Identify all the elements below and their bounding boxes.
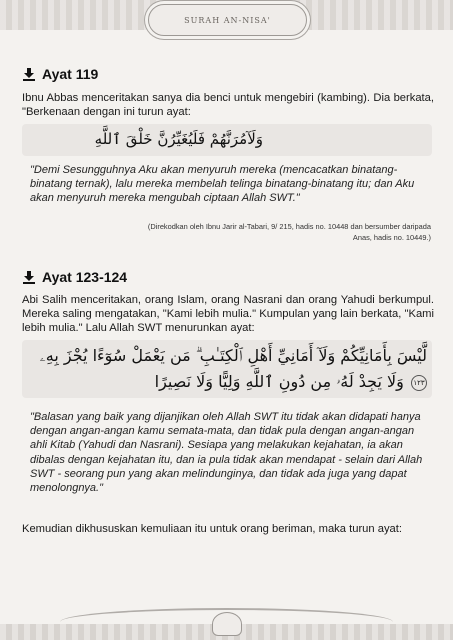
section-heading-ayat-123-124 <box>22 269 127 285</box>
section-intro: Abi Salih menceritakan, orang Islam, orang Nasrani dan orang Yahudi berkumpul. Mereka saling mengatakan, "Kami lebih mulia." Kumpulan yang lain berkata, "Kami lebih mulia." Lalu Allah SWT menurunkan ayat: <box>22 294 434 334</box>
download-icon <box>22 270 36 284</box>
arabic-verse-line-2-text: وَلَا يَجِدْ لَهُۥ مِن دُونِ ٱللَّهِ وَلِيًّا وَلَا نَصِيرًا <box>154 372 404 391</box>
arabic-verse-line-1: لَّيْسَ بِأَمَانِيِّكُمْ وَلَآ أَمَانِيِّ أَهْلِ ٱلْكِتَـٰبِ ۗ مَن يَعْمَلْ سُوٓءًا يُجْزَ بِهِۦ <box>39 346 427 365</box>
section-intro: Ibnu Abbas menceritakan sanya dia benci untuk mengebiri (kambing). Dia berkata, "Berkenaan dengan ini turun ayat: <box>22 92 434 118</box>
arabic-verse: وَلَآمُرَنَّهُمْ فَلَيُغَيِّرُنَّ خَلْقَ ٱللَّهِ <box>94 130 263 148</box>
verse-translation: "Demi Sesungguhnya Aku akan menyuruh mereka (mencacatkan binatang-binatang ternak), lalu mereka membelah telinga binatang-binatang itu; dan Aku akan menyuruh mereka mengubah ciptaan Allah SWT." <box>30 164 415 205</box>
section-heading-text: Ayat 123-124 <box>42 269 128 285</box>
footer-medallion <box>212 612 242 636</box>
page-footer <box>0 610 453 640</box>
download-icon <box>22 67 36 81</box>
section-heading-ayat-119 <box>22 66 98 82</box>
arabic-verse-line-2 <box>155 372 427 392</box>
verse-translation: "Balasan yang baik yang dijanjikan oleh Allah SWT itu tidak akan didapati hanya dengan angan-angan kamu semata-mata, dan tidak pula dengan angan-angan ahli Kitab (Yahudi dan Nasrani). Sesiapa yang melakukan kejahatan, ia akan dibalas dengan kejahatan itu, dan ia pula tidak akan mendapat - selain dari Allah SWT - seorang pun yang akan melindunginya, dan tidak ada juga yang dapat menolongnya." <box>30 411 423 495</box>
page-header <box>0 0 453 44</box>
hadith-source: (Direkodkan oleh Ibnu Jarir al-Tabari, 9/ 215, hadis no. 10448 dan bersumber daripada Anas, hadis no. 10449.) <box>147 222 431 242</box>
section-heading-text: Ayat 119 <box>42 66 99 82</box>
section-outro: Kemudian dikhususkan kemuliaan itu untuk orang beriman, maka turun ayat: <box>22 523 402 535</box>
verse-number-marker: ١٢٣ <box>411 375 427 391</box>
chapter-title-cartouche <box>148 4 307 36</box>
chapter-title: SURAH AN-NISA' <box>184 15 271 25</box>
